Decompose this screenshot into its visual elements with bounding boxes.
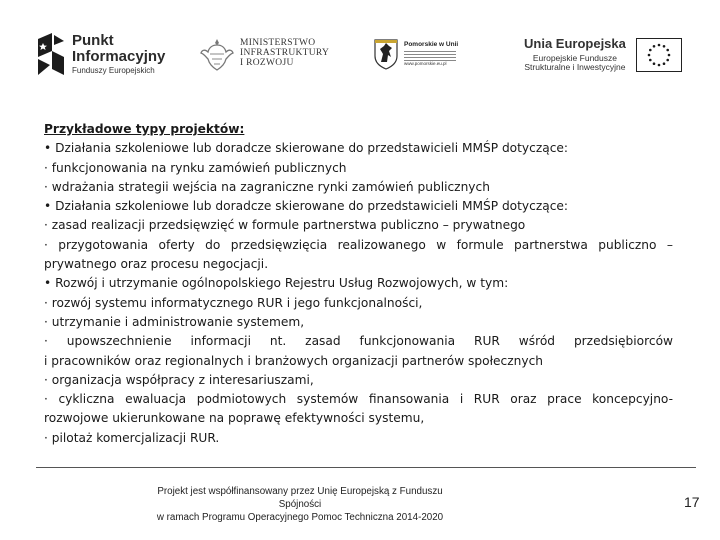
- paragraph-11: · upowszechnienie informacji nt. zasad funkcjonowania RUR wśród przedsiębiorców: [44, 334, 673, 349]
- eu-flag-icon: [636, 38, 682, 72]
- paragraph-16: · pilotaż komercjalizacji RUR.: [44, 430, 220, 445]
- paragraph-4: • Działania szkoleniowe lub doradcze skierowane do przedstawicieli MMŚP dotyczące:: [44, 199, 568, 214]
- paragraph-1: • Działania szkoleniowe lub doradcze skierowane do przedstawicieli MMŚP dotyczące:: [44, 141, 568, 156]
- ue-title: Unia Europejska: [524, 36, 626, 52]
- footer-line1: Projekt jest współfinansowany przez Unię Europejską z Funduszu Spójności: [157, 486, 443, 510]
- paragraph-5: · zasad realizacji przedsięwzięć w formule partnerstwa publiczno – prywatnego: [44, 218, 526, 233]
- paragraph-13: · organizacja współpracy z interesariuszami,: [44, 372, 314, 387]
- footer-line2: w ramach Programu Operacyjnego Pomoc Techniczna 2014-2020: [156, 512, 444, 523]
- ministerstwo-line1: MINISTERSTWO: [240, 38, 316, 49]
- footer-funding-note: [140, 485, 460, 524]
- punkt-logo-line1: Punkt: [72, 32, 114, 50]
- punkt-logo-line2: Informacyjny: [72, 47, 166, 65]
- paragraph-10: · utrzymanie i administrowanie systemem,: [44, 314, 305, 329]
- paragraph-15: rozwojowe ukierunkowane na poprawę efektywności systemu,: [44, 411, 425, 426]
- paragraph-3: · wdrażania strategii wejścia na zagraniczne rynki zamówień publicznych: [44, 179, 490, 194]
- paragraph-6: · przygotowania oferty do przedsięwzięcia realizowanego w formule partnerstwa publiczno –: [44, 237, 673, 252]
- eagle-emblem-icon: [200, 36, 234, 72]
- pomorskie-name: Pomorskie w Unii: [404, 41, 459, 49]
- punkt-informacyjny-icon: [36, 31, 66, 77]
- pomorskie-url: www.pomorskie.eu.pl: [404, 60, 447, 66]
- content-heading: Przykładowe typy projektów:: [44, 122, 245, 136]
- logo-bar: [0, 0, 720, 100]
- ue-subtitle-line2: Strukturalne i Inwestycyjne: [524, 62, 626, 73]
- punkt-informacyjny-logo: [36, 28, 165, 80]
- ministerstwo-logo: [200, 36, 329, 72]
- page-number: 17: [684, 494, 700, 510]
- ministerstwo-line2: INFRASTRUKTURY: [240, 48, 330, 59]
- paragraph-2: · funkcjonowania na rynku zamówień publicznych: [44, 160, 347, 175]
- paragraph-14: · cykliczna ewaluacja podmiotowych systemów finansowania i RUR oraz prace koncepcyjno-: [44, 392, 673, 407]
- unia-europejska-logo: [524, 35, 682, 75]
- pomorskie-subtitle-lines: [404, 51, 456, 61]
- paragraph-8: • Rozwój i utrzymanie ogólnopolskiego Rejestru Usług Rozwojowych, w tym:: [44, 276, 509, 291]
- punkt-logo-line3: Funduszy Europejskich: [72, 65, 155, 75]
- paragraph-12: i pracowników oraz regionalnych i branżowych organizacji partnerów społecznych: [44, 353, 544, 368]
- paragraph-7: prywatnego oraz procesu negocjacji.: [44, 257, 269, 272]
- ue-subtitle-line1: Europejskie Fundusze: [532, 52, 617, 63]
- footer-divider: [36, 467, 696, 468]
- pomorskie-logo: [373, 36, 458, 72]
- ministerstwo-line3: I ROZWOJU: [240, 57, 294, 68]
- project-types-content: [44, 120, 673, 448]
- griffin-emblem-icon: [373, 38, 399, 70]
- paragraph-9: · rozwój systemu informatycznego RUR i jego funkcjonalności,: [44, 295, 423, 310]
